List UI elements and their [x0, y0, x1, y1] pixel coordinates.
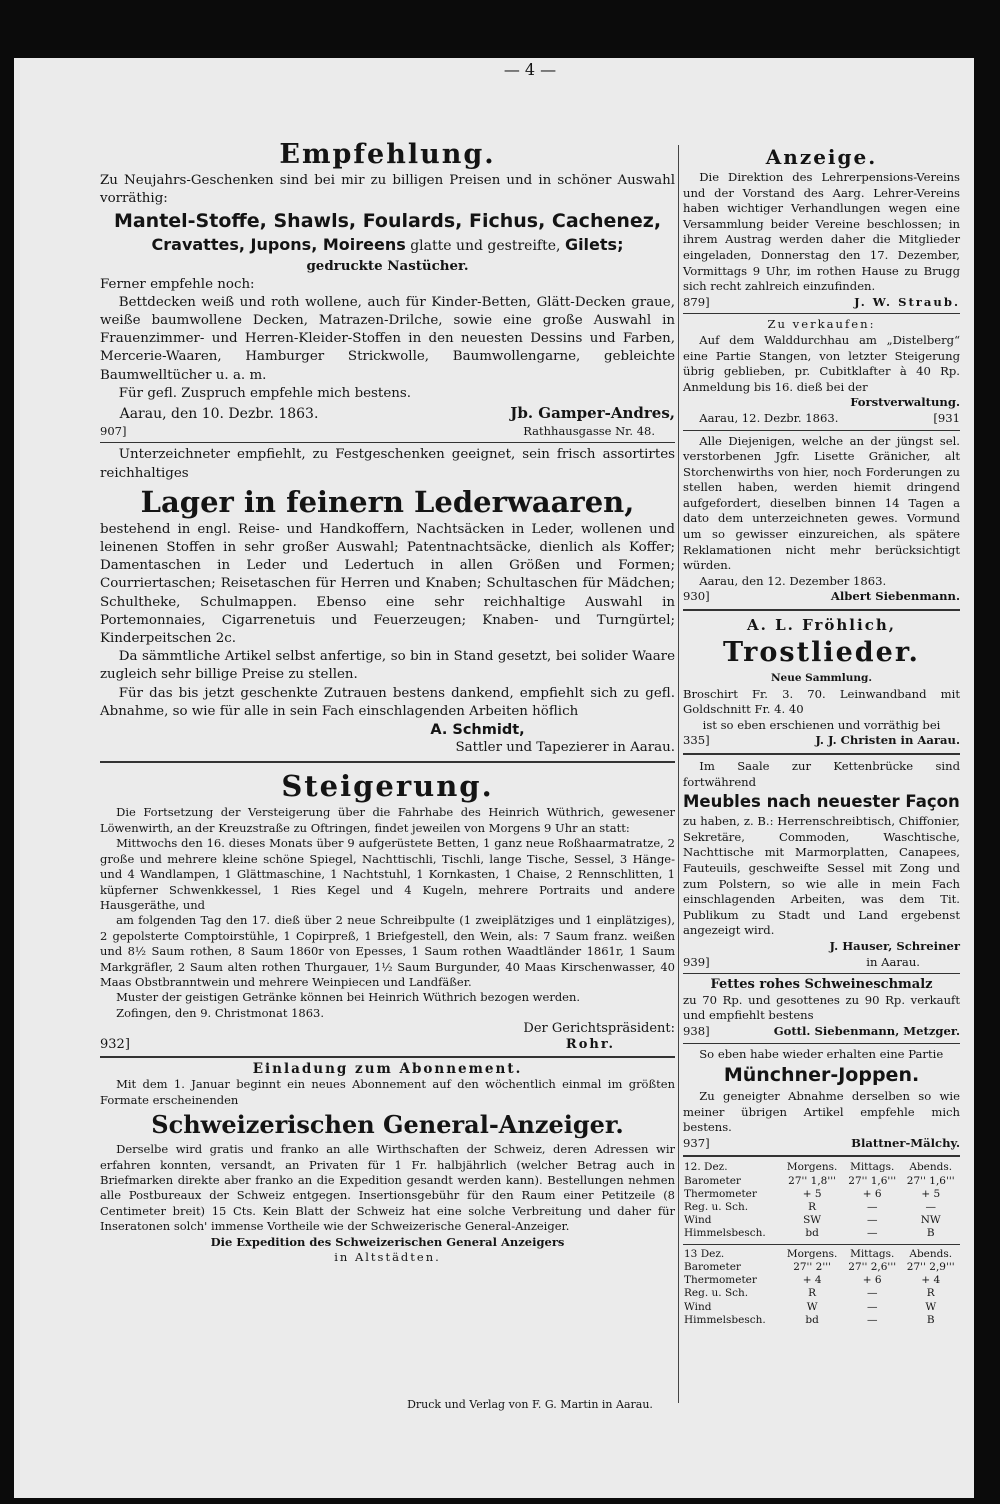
ad-intro: Die Fortsetzung der Versteigerung über die Fahrhabe des Heinrich Wüthrich, gewesener Löwenwirth, an der Kreuzstraße zu Oftringen, findet jeweilen von Morgens 9 Uhr an statt:: [100, 805, 675, 835]
ad-number: 930]: [683, 589, 710, 604]
ad-closing: Für gefl. Zuspruch empfehle mich bestens.: [118, 385, 411, 401]
separator: [683, 1244, 960, 1245]
weather-row: Barometer 27'' 1,8''' 27'' 1,6''' 27'' 1,6''': [684, 1174, 955, 1187]
ad-graenicher: [683, 434, 960, 606]
weather-col-header: Morgens.: [786, 1161, 838, 1174]
signer: Rohr.: [565, 1036, 615, 1052]
signer: J. W. Straub.: [854, 294, 960, 309]
weather-row: Wind W — W: [684, 1300, 937, 1313]
signer: Jb. Gamper-Andres,: [510, 404, 675, 423]
weather-row: Himmelsbesch. bd — B: [684, 1313, 935, 1326]
ad-title: Trostlieder.: [723, 637, 920, 669]
weather-day-1: [683, 1161, 960, 1240]
weather-date: 13 Dez.: [684, 1247, 725, 1260]
ad-schmalz: [683, 977, 960, 1039]
address: Rathhausgasse Nr. 48.: [523, 424, 655, 439]
ad-intro: Mit dem 1. Januar beginnt ein neues Abonnement auf den wöchentlich einmal im größten Formate erscheinenden: [100, 1077, 675, 1107]
ad-body: Auf dem Walddurchhau am „Distelberg“ eine Partie Stangen, von letzter Steigerung übrig geblieben, pr. Cubitklafter à 40 Rp. Anmeldung bis 16. dieß bei der: [683, 332, 960, 394]
signer: J. Hauser, Schreiner: [829, 938, 960, 953]
ad-text: Mittwochs den 16. dieses Monats über 9 aufgerüstete Betten, 1 ganz neue Roßhaarmatratze, 2 große und mehrere kleine schöne Spiegel, Nachttischli, Tischli, lange Tische, Sessel, 3 Hänge- und 4 Wandlampen, 1 Glättmaschine, 1 Nachtstuhl, 1 Kornkasten, 1 Chaise, 2 Rennschlitten, 1 küpferner Schwenkkessel, 1 Ries Kegel und 4 Kugeln, mehrere Portraits und andere Hausgeräthe, und: [100, 836, 675, 912]
ad-title: Fettes rohes Schweineschmalz: [710, 977, 933, 993]
signer: J. J. Christen in Aarau.: [815, 733, 960, 748]
product-line: Mantel-Stoffe, Shawls, Foulards, Fichus, Cachenez,: [113, 210, 662, 233]
ad-joppen: [683, 1047, 960, 1152]
weather-col-header: Abends.: [909, 1161, 953, 1174]
imprint-footer: Druck und Verlag von F. G. Martin in Aarau.: [407, 1398, 653, 1411]
place-date: Aarau, den 10. Dezbr. 1863.: [119, 406, 319, 423]
ad-anzeige: [683, 144, 960, 310]
weather-row: Wind SW — NW: [684, 1214, 941, 1227]
ad-body: Zu geneigter Abnahme derselben so wie meiner übrigen Artikel empfehle mich bestens.: [683, 1089, 960, 1135]
ad-body: Bettdecken weiß und roth wollene, auch für Kinder-Betten, Glätt-Decken graue, weiße baumwollene Decken, Matrazen-Drilche, sowie eine große Auswahl in Frauenzimmer- und Herren-Kleider-Stoffen in den neuesten Dessins und Farben, Mercerie-Waaren, Hamburger Strickwolle, Baumwollengarne, gebleichte Baumwelltücher u. a. m.: [100, 294, 675, 383]
ad-title: Anzeige.: [765, 145, 878, 169]
separator: [683, 430, 960, 431]
ad-text: Ferner empfehle noch:: [100, 276, 255, 292]
ad-number: 335]: [683, 733, 710, 748]
newspaper-name: Schweizerischen General-Anzeiger.: [151, 1110, 624, 1140]
separator: [683, 973, 960, 974]
weather-table: [683, 1161, 960, 1326]
ad-body: Derselbe wird gratis und franko an alle Wirthschaften der Schweiz, deren Adressen wir erfahren konnten, versandt, an Privaten für 1 Fr. halbjährlich (welcher Betrag auch in Briefmarken direkte aber franko an die Expedition gesandt werden kann). Bestellungen nehmen alle Postbureaux der Schweiz entgegen. Insertionsgebühr für den Raum einer Petitzeile (8 Centimeter breit) 15 Cts. Kein Blatt der Schweiz hat eine solche Verbreitung und daher für Inseratonen solch' immense Vortheile wie der Schweizerische General-Anzeiger.: [100, 1142, 675, 1234]
ad-title: Einladung zum Abonnement.: [252, 1060, 523, 1077]
ad-meubles: [683, 759, 960, 970]
page-number: — 4 —: [503, 60, 557, 79]
weather-date: 12. Dez.: [684, 1161, 728, 1174]
weather-row: Thermometer + 4 + 6 + 4: [684, 1274, 941, 1287]
ad-text: Muster der geistigen Getränke können bei Heinrich Wüthrich bezogen werden.: [116, 990, 581, 1005]
ad-text: Für das bis jetzt geschenkte Zutrauen bestens dankend, empfiehlt sich zu gefl. Abnahme, so wie für alle in sein Fach einschlagenden Arbeiten höflich: [100, 685, 675, 719]
ad-title: Lager in feinern Lederwaaren,: [140, 484, 635, 519]
ad-body: Die Direktion des Lehrerpensions-Vereins und der Vorstand des Aarg. Lehrer-Vereins haben wichtiger Verhandlungen wegen eine Versammlung beider Vereine beschlossen; in ihrem Austrag werden daher die Mitglieder eingeladen, Donnerstag den 17. Dezember, Vormittags 9 Uhr, im rothen Hause zu Brugg sich recht zahlreich einzufinden.: [683, 170, 960, 294]
ad-intro: So eben habe wieder erhalten eine Partie: [699, 1046, 944, 1061]
ad-number: 932]: [100, 1036, 130, 1052]
weather-day-2: [683, 1248, 960, 1327]
ad-body: zu haben, z. B.: Herrenschreibtisch, Chiffonier, Sekretäre, Commoden, Waschtische, Nachttische mit Marmorplatten, Canapees, Fauteuils, geschweifte Sessel mit Zong und zum Polstern, so wie alle in mein Fach einschlagenden Arbeiten, was dem Tit. Publikum zu Stadt und Land ergebenst angezeigt wird.: [683, 814, 960, 938]
weather-row: Barometer 27'' 2''' 27'' 2,6''' 27'' 2,9''': [684, 1260, 955, 1273]
separator: [683, 1043, 960, 1044]
ad-abonnement: [100, 1062, 675, 1265]
author: A. L. Fröhlich,: [747, 616, 896, 635]
ad-number: 939]: [683, 954, 710, 969]
signer-title: Sattler und Tapezierer in Aarau.: [455, 740, 675, 756]
signer: A. Schmidt,: [430, 722, 525, 739]
ad-title: Meubles nach neuester Façon: [683, 792, 960, 812]
ad-trostlieder: [683, 615, 960, 749]
signer: Forstverwaltung.: [850, 395, 960, 410]
ad-number: 907]: [100, 424, 127, 439]
ad-number: 938]: [683, 1023, 710, 1038]
ad-text: ist so eben erschienen und vorräthig bei: [702, 717, 941, 732]
price: Broschirt Fr. 3. 70. Leinwandband mit Goldschnitt Fr. 4. 40: [683, 686, 960, 717]
ad-body: Alle Diejenigen, welche an der jüngst sel. verstorbenen Jgfr. Lisette Gränicher, alt Storchenwirths von hier, noch Forderungen zu stellen haben, werden hiemit dringend aufgefordert, dieselben binnen 14 Tagen a dato dem unterzeichneten gewes. Vormund um so gewisser einzureichen, als spätere Reklamationen nicht mehr berücksichtigt würden.: [683, 433, 960, 573]
column-divider: [678, 145, 679, 1403]
signer: Albert Siebenmann.: [830, 589, 960, 604]
separator: [100, 761, 675, 763]
signer: Blattner-Mälchy.: [851, 1135, 960, 1150]
separator: [683, 1155, 960, 1157]
separator: [683, 313, 960, 314]
weather-col-header: Mittags.: [850, 1161, 895, 1174]
ad-body: zu 70 Rp. und gesottenes zu 90 Rp. verkauft und empfiehlt bestens: [683, 992, 960, 1023]
product-line: gedruckte Nastücher.: [306, 258, 469, 275]
left-column: [100, 80, 675, 1265]
ad-number: 937]: [683, 1135, 710, 1150]
ad-number: [931: [933, 410, 960, 425]
ad-text: Da sämmtliche Artikel selbst anfertige, so bin in Stand gesetzt, bei solider Waare zugleich sehr billige Preise zu stellen.: [100, 649, 675, 683]
place-date: Zofingen, den 9. Christmonat 1863.: [116, 1005, 325, 1020]
ad-title: Münchner-Joppen.: [723, 1064, 920, 1087]
weather-col-header: Mittags.: [850, 1247, 895, 1260]
signer: Gottl. Siebenmann, Metzger.: [773, 1023, 960, 1038]
ad-title: Zu verkaufen:: [767, 317, 876, 332]
place-date: Aarau, den 12. Dezember 1863.: [699, 573, 887, 588]
product-line: Cravattes, Jupons, Moireens glatte und gestreifte, Gilets;: [151, 235, 624, 255]
ad-subtitle: Neue Sammlung.: [770, 672, 873, 685]
weather-row: Reg. u. Sch. R — R: [684, 1287, 935, 1300]
ad-title: Steigerung.: [281, 769, 494, 804]
separator: [100, 1056, 675, 1058]
ad-body: bestehend in engl. Reise- und Handkoffern, Nachtsäcken in Leder, wollenen und leinenen Stoffen in sehr großer Auswahl; Patentnachtsäcke, dienlich als Koffer; Damentaschen in Leder und Ledertuch in allen Größen und Formen; Courriertaschen; Reisetaschen für Herren und Knaben; Schultaschen für Mädchen; Schultheke, Schulmappen. Ebenso eine sehr reichhaltige Auswahl in Portemonnaies, Cigarrenetuis und Feuerzeugen; Knaben- und Turngürtel; Kinderpeitschen 2c.: [100, 521, 675, 647]
separator: [100, 442, 675, 443]
ad-verkaufen: [683, 317, 960, 426]
ad-intro: Zu Neujahrs-Geschenken sind bei mir zu billigen Preisen und in schöner Auswahl vorräthig:: [100, 173, 675, 207]
weather-row: Himmelsbesch. bd — B: [684, 1227, 935, 1240]
signer-title: Der Gerichtspräsident:: [523, 1021, 675, 1037]
ad-leder: [100, 446, 675, 757]
ad-empfehlung: [100, 138, 675, 439]
ad-number: 879]: [683, 294, 710, 309]
weather-col-header: Morgens.: [786, 1247, 838, 1260]
ad-title: Empfehlung.: [279, 139, 496, 170]
separator: [683, 753, 960, 755]
signer-place: in Altstädten.: [334, 1250, 441, 1265]
signer: Die Expedition des Schweizerischen General Anzeigers: [210, 1234, 565, 1249]
ad-intro: Im Saale zur Kettenbrücke sind fortwährend: [683, 759, 960, 789]
weather-col-header: Abends.: [909, 1247, 953, 1260]
ad-steigerung: [100, 767, 675, 1052]
place: in Aarau.: [866, 954, 920, 969]
ad-text: am folgenden Tag den 17. dieß über 2 neue Schreibpulte (1 zweiplätziges und 1 einplätziges), 2 gepolsterte Comptoirstühle, 1 Copirpreß, 1 Briefgestell, den Wein, als: 7 Saum franz. weißen und 8½ Saum rothen, 8 Saum 1860r von Epesses, 1 Saum rothen Waadtländer 1861r, 1 Saum Markgräfler, 2 Saum alten rothen Thurgauer, 1½ Saum Burgunder, 40 Maas Kirschenwasser, 40 Maas Obstbranntwein und mehrere Weinpiecen und Landfäßer.: [100, 913, 675, 989]
separator: [683, 609, 960, 611]
weather-row: Reg. u. Sch. R — —: [684, 1201, 936, 1214]
right-column: [683, 80, 960, 1327]
weather-row: Thermometer + 5 + 6 + 5: [684, 1187, 941, 1200]
ad-intro: Unterzeichneter empfiehlt, zu Festgeschenken geeignet, sein frisch assortirtes reichhaltiges: [100, 447, 675, 481]
place-date: Aarau, 12. Dezbr. 1863.: [699, 410, 839, 425]
